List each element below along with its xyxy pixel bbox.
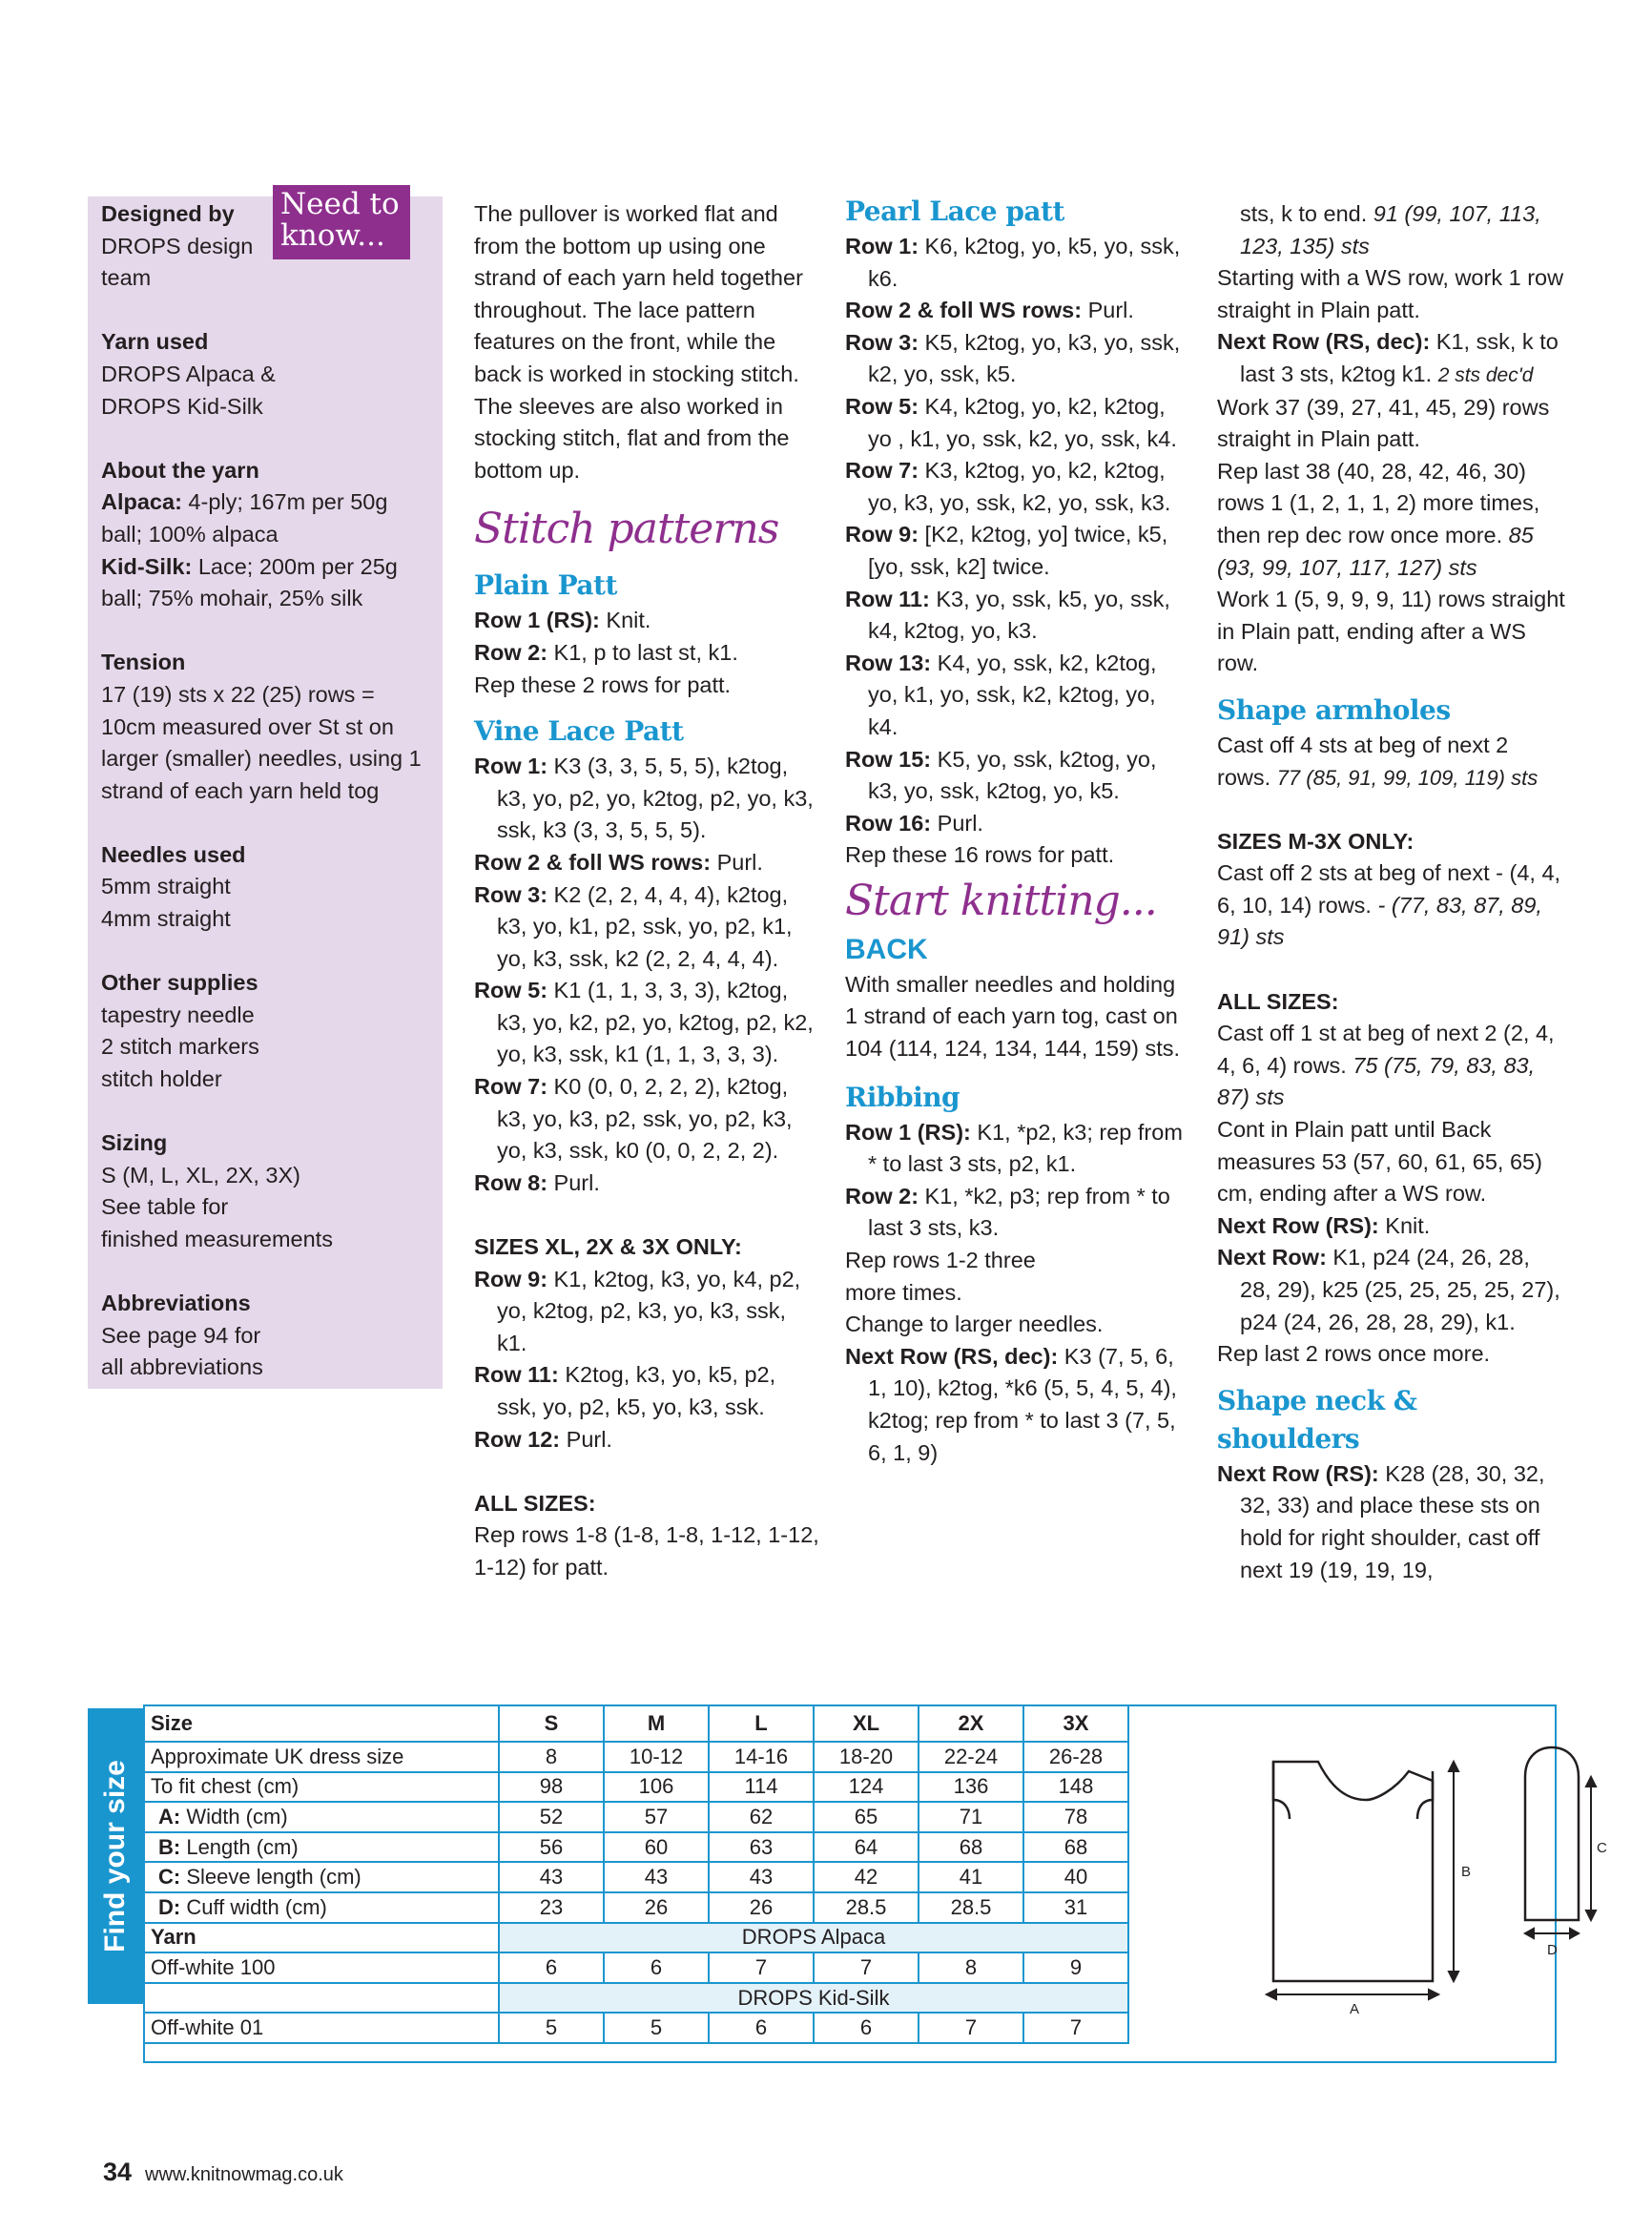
table-cell: 18-20	[814, 1742, 919, 1772]
column-4	[1217, 198, 1566, 1586]
table-cell: Approximate UK dress size	[144, 1742, 499, 1772]
table-header-row	[144, 1705, 1128, 1742]
table-cell: 10-12	[604, 1742, 709, 1772]
table-row	[144, 1923, 1128, 1953]
table-cell: 8	[919, 1952, 1023, 1983]
table-cell: 6	[499, 1952, 604, 1983]
table-cell: 136	[919, 1772, 1023, 1803]
table-cell: A: Width (cm)	[144, 1802, 499, 1832]
table-header-cell: 2X	[919, 1705, 1023, 1742]
all-sizes-text: Cast off 1 st at beg of next 2 (2, 4, 4, 6, 4) rows. 75 (75, 79, 83, 83, 87) sts	[1217, 1021, 1555, 1110]
abbreviations-line: all abbreviations	[101, 1354, 263, 1380]
rep-38-text: Rep last 38 (40, 28, 42, 46, 30) rows 1 (1, 2, 1, 1, 2) more times, then rep dec row once more. 85 (93, 99, 107, 117, 127) sts	[1217, 458, 1540, 580]
table-header-cell: L	[709, 1705, 814, 1742]
yarn-used-line: DROPS Alpaca &	[101, 361, 276, 386]
table-cell: B: Length (cm)	[144, 1832, 499, 1863]
table-cell: C: Sleeve length (cm)	[144, 1862, 499, 1892]
vine-row-1: Row 1: K3 (3, 3, 5, 5, 5), k2tog, k3, yo, p2, yo, k2tog, p2, yo, k3, ssk, k3 (3, 3, 5, 5, 5).	[474, 754, 814, 843]
plain-row-2: Row 2: K1, p to last st, k1.	[474, 639, 738, 665]
yarn-used-label: Yarn used	[101, 329, 209, 355]
table-cell: 26	[604, 1892, 709, 1923]
table-cell: 68	[1023, 1832, 1128, 1863]
sizing-line: See table for	[101, 1194, 229, 1220]
vine-row-8: Row 8: Purl.	[474, 1169, 600, 1195]
sizing-label: Sizing	[101, 1130, 168, 1156]
table-row	[144, 1952, 1128, 1983]
table-cell: Off-white 01	[144, 2013, 499, 2043]
table-cell: 71	[919, 1802, 1023, 1832]
intro-text: The pullover is worked flat and from the bottom up using one strand of each yarn held together throughout. The lace pattern features on the front, while the back is worked in stocking stitch. The sleeves are also worked in stocking stitch, flat and from the bottom up.	[474, 201, 803, 483]
label-a: A	[1350, 2001, 1360, 2017]
table-cell: 7	[814, 1952, 919, 1983]
table-cell: 43	[604, 1862, 709, 1892]
table-cell: 7	[709, 1952, 814, 1983]
needles-line: 4mm straight	[101, 906, 231, 932]
page-number: 34	[103, 2158, 133, 2186]
table-cell: 31	[1023, 1892, 1128, 1923]
pearl-row-5: Row 5: K4, k2tog, yo, k2, k2tog, yo , k1, yo, ssk, k2, yo, ssk, k4.	[845, 393, 1177, 451]
table-cell: 5	[499, 2013, 604, 2043]
need-to-know-column	[101, 198, 437, 1384]
find-your-size-section	[88, 1704, 1607, 2063]
next-row-dec-2: Next Row (RS, dec): K1, ssk, k to last 3 sts, k2tog k1. 2 sts dec'd	[1217, 329, 1559, 386]
back-heading: BACK	[845, 933, 928, 965]
vine-row-7: Row 7: K0 (0, 0, 2, 2, 2), k2tog, k3, yo, k3, p2, ssk, yo, p2, k3, yo, k3, ssk, k0 (0, 0, 2, 2, 2).	[474, 1074, 793, 1164]
table-cell: 7	[1023, 2013, 1128, 2043]
table-cell: 43	[499, 1862, 604, 1892]
pearl-row-11: Row 11: K3, yo, ssk, k5, yo, ssk, k4, k2tog, yo, k3.	[845, 586, 1170, 644]
pearl-row-1: Row 1: K6, k2tog, yo, k5, yo, ssk, k6.	[845, 234, 1181, 291]
table-cell: 42	[814, 1862, 919, 1892]
vine-row-12: Row 12: Purl.	[474, 1426, 612, 1452]
table-cell: 64	[814, 1832, 919, 1863]
table-row	[144, 1892, 1128, 1923]
table-cell: 22-24	[919, 1742, 1023, 1772]
sizing-line: S (M, L, XL, 2X, 3X)	[101, 1162, 300, 1188]
all-sizes-heading: ALL SIZES:	[474, 1490, 596, 1516]
pearl-lace-heading: Pearl Lace patt	[845, 196, 1064, 227]
supplies-line: stitch holder	[101, 1066, 222, 1092]
sizes-xl-heading: SIZES XL, 2X & 3X ONLY:	[474, 1234, 742, 1260]
table-cell: 28.5	[814, 1892, 919, 1923]
kidsilk-info: Kid-Silk: Lace; 200m per 25g ball; 75% mohair, 25% silk	[101, 553, 398, 611]
rep-2-rows: Rep last 2 rows once more.	[1217, 1341, 1491, 1367]
yarn-brand-cell: DROPS Alpaca	[499, 1923, 1128, 1953]
table-cell: D: Cuff width (cm)	[144, 1892, 499, 1923]
column-3	[845, 193, 1188, 1469]
pearl-row-7: Row 7: K3, k2tog, yo, k2, k2tog, yo, k3, yo, ssk, k2, yo, ssk, k3.	[845, 458, 1171, 515]
table-header-cell: Size	[144, 1705, 499, 1742]
table-cell: 23	[499, 1892, 604, 1923]
table-row	[144, 1862, 1128, 1892]
pearl-row-15: Row 15: K5, yo, ssk, k2tog, yo, k3, yo, ssk, k2tog, yo, k5.	[845, 746, 1157, 804]
table-cell: 43	[709, 1862, 814, 1892]
ribbing-heading: Ribbing	[845, 1081, 960, 1113]
tension-text: 17 (19) sts x 22 (25) rows = 10cm measured over St st on larger (smaller) needles, using 1 strand of each yarn held tog	[101, 681, 422, 803]
pearl-row-16: Row 16: Purl.	[845, 810, 983, 836]
table-cell: 68	[919, 1832, 1023, 1863]
work-37-text: Work 37 (39, 27, 41, 45, 29) rows straight in Plain patt.	[1217, 394, 1550, 452]
table-row	[144, 1772, 1128, 1803]
sizing-line: finished measurements	[101, 1227, 333, 1251]
needles-label: Needles used	[101, 841, 246, 867]
table-cell: 78	[1023, 1802, 1128, 1832]
start-knitting-heading: Start knitting...	[845, 876, 1157, 925]
table-cell: 40	[1023, 1862, 1128, 1892]
table-cell: 5	[604, 2013, 709, 2043]
table-cell: 8	[499, 1742, 604, 1772]
table-cell: 148	[1023, 1772, 1128, 1803]
plain-repeat: Rep these 2 rows for patt.	[474, 671, 732, 697]
table-cell: 60	[604, 1832, 709, 1863]
alpaca-info: Alpaca: 4-ply; 167m per 50g ball; 100% alpaca	[101, 489, 388, 547]
table-cell: 6	[814, 2013, 919, 2043]
neck-next-row: Next Row (RS): K28 (28, 30, 32, 32, 33) and place these sts on hold for right shoulder, cast off next 19 (19, 19, 19,	[1217, 1460, 1545, 1582]
table-cell: 7	[919, 2013, 1023, 2043]
table-cell: Off-white 100	[144, 1952, 499, 1983]
table-header-cell: 3X	[1023, 1705, 1128, 1742]
armholes-text: Cast off 4 sts at beg of next 2 rows. 77 (85, 91, 99, 109, 119) sts	[1217, 732, 1538, 790]
vine-lace-heading: Vine Lace Patt	[474, 715, 684, 748]
table-cell: 63	[709, 1832, 814, 1863]
table-cell	[144, 1983, 499, 2014]
all-sizes-repeat: Rep rows 1-8 (1-8, 1-8, 1-12, 1-12, 1-12) for patt.	[474, 1522, 819, 1580]
page-footer	[103, 2158, 343, 2187]
next-row-ws: Next Row: K1, p24 (24, 26, 28, 28, 29), k25 (25, 25, 25, 25, 27), p24 (24, 26, 28, 28, 29), k1.	[1217, 1245, 1560, 1334]
table-cell: 57	[604, 1802, 709, 1832]
designed-by-value: DROPS design team	[101, 233, 254, 291]
sizes-m-heading: SIZES M-3X ONLY:	[1217, 828, 1415, 854]
abbreviations-line: See page 94 for	[101, 1322, 261, 1348]
vine-row-9: Row 9: K1, k2tog, k3, yo, k4, p2, yo, k2tog, p2, k3, yo, k3, ssk, k1.	[474, 1266, 801, 1355]
vine-row-3: Row 3: K2 (2, 2, 4, 4, 4), k2tog, k3, yo, k1, p2, ssk, yo, p2, k1, yo, k3, ssk, k2 (2, 2, 4, 4, 4).	[474, 881, 793, 971]
table-row	[144, 2013, 1128, 2043]
garment-schematic	[1232, 1704, 1652, 2063]
body-outline	[1273, 1762, 1433, 1981]
sleeve-outline	[1525, 1747, 1579, 1920]
table-cell: 14-16	[709, 1742, 814, 1772]
table-header-cell: XL	[814, 1705, 919, 1742]
ribbing-row-1: Row 1 (RS): K1, *p2, k3; rep from * to last 3 sts, p2, k1.	[845, 1119, 1183, 1177]
table-cell: 106	[604, 1772, 709, 1803]
supplies-label: Other supplies	[101, 970, 258, 996]
table-cell: 6	[604, 1952, 709, 1983]
vine-row-5: Row 5: K1 (1, 1, 3, 3, 3), k2tog, k3, yo, k2, p2, yo, k2tog, p2, k2, yo, k3, ssk, k1 (1, 1, 3, 3, 3).	[474, 978, 814, 1067]
shape-neck-heading: Shape neck & shoulders	[1217, 1384, 1417, 1455]
table-cell: 26-28	[1023, 1742, 1128, 1772]
table-header-cell: M	[604, 1705, 709, 1742]
next-row-dec: Next Row (RS, dec): K3 (7, 5, 6, 1, 10), k2tog, *k6 (5, 5, 4, 5, 4), k2tog; rep from * to last 3 (7, 5, 6, 1, 9)	[845, 1343, 1177, 1465]
designed-by-label: Designed by	[101, 201, 235, 226]
ws-row-text: Starting with a WS row, work 1 row straight in Plain patt.	[1217, 265, 1564, 322]
size-table	[143, 1704, 1129, 2044]
back-text: With smaller needles and holding 1 strand of each yarn tog, cast on 104 (114, 124, 134, 144, 159) sts.	[845, 971, 1181, 1062]
vine-row-11: Row 11: K2tog, k3, yo, k5, p2, ssk, yo, p2, k5, yo, k3, ssk.	[474, 1362, 776, 1419]
label-b: B	[1461, 1864, 1472, 1880]
yarn-label-cell: Yarn	[144, 1923, 499, 1953]
table-cell: 9	[1023, 1952, 1128, 1983]
table-cell: 65	[814, 1802, 919, 1832]
pearl-row-2: Row 2 & foll WS rows: Purl.	[845, 298, 1134, 323]
shape-armholes-heading: Shape armholes	[1217, 693, 1451, 726]
table-cell: 52	[499, 1802, 604, 1832]
cont-plain-text: Cont in Plain patt until Back measures 53 (57, 60, 61, 65, 65) cm, ending after a WS row.	[1217, 1117, 1542, 1207]
table-cell: 114	[709, 1772, 814, 1803]
work-1-text: Work 1 (5, 9, 9, 9, 11) rows straight in Plain patt, ending after a WS row.	[1217, 587, 1565, 676]
stitch-patterns-heading: Stitch patterns	[474, 505, 779, 554]
needles-line: 5mm straight	[101, 874, 231, 899]
plain-row-1: Row 1 (RS): Knit.	[474, 608, 651, 633]
next-row-rs: Next Row (RS): Knit.	[1217, 1212, 1431, 1238]
yarn-used-line: DROPS Kid-Silk	[101, 393, 263, 419]
table-cell: 98	[499, 1772, 604, 1803]
sizes-m-text: Cast off 2 sts at beg of next - (4, 4, 6, 10, 14) rows. - (77, 83, 87, 89, 91) sts	[1217, 860, 1561, 950]
vine-row-2: Row 2 & foll WS rows: Purl.	[474, 849, 763, 875]
need-to-know-tag: Need to know...	[273, 185, 410, 259]
find-your-size-tab: Find your size	[88, 1708, 143, 2004]
supplies-line: tapestry needle	[101, 1002, 255, 1027]
table-cell: 41	[919, 1862, 1023, 1892]
pearl-row-3: Row 3: K5, k2tog, yo, k3, yo, ssk, k2, yo, ssk, k5.	[845, 329, 1181, 387]
table-header-cell: S	[499, 1705, 604, 1742]
table-cell: 6	[709, 2013, 814, 2043]
column-2	[474, 198, 819, 1584]
footer-url: www.knitnowmag.co.uk	[145, 2164, 343, 2185]
table-cell: 26	[709, 1892, 814, 1923]
label-c: C	[1597, 1840, 1607, 1856]
label-d: D	[1547, 1942, 1558, 1958]
all-sizes-heading-2: ALL SIZES:	[1217, 988, 1339, 1014]
table-cell: 56	[499, 1832, 604, 1863]
table-row	[144, 1983, 1128, 2014]
supplies-line: 2 stitch markers	[101, 1034, 259, 1060]
abbreviations-label: Abbreviations	[101, 1291, 251, 1316]
ribbing-repeat: Rep rows 1-2 three more times.	[845, 1248, 1036, 1305]
pearl-repeat: Rep these 16 rows for patt.	[845, 842, 1115, 868]
tension-label: Tension	[101, 650, 186, 675]
yarn-brand-cell: DROPS Kid-Silk	[499, 1983, 1128, 2014]
pearl-row-9: Row 9: [K2, k2tog, yo] twice, k5, [yo, ssk, k2] twice.	[845, 522, 1168, 579]
table-row	[144, 1832, 1128, 1863]
table-cell: 62	[709, 1802, 814, 1832]
table-cell: To fit chest (cm)	[144, 1772, 499, 1803]
cont-sts: sts, k to end. 91 (99, 107, 113, 123, 135) sts	[1240, 201, 1541, 258]
ribbing-change: Change to larger needles.	[845, 1312, 1104, 1337]
plain-patt-heading: Plain Patt	[474, 569, 617, 602]
table-row	[144, 1802, 1128, 1832]
pearl-row-13: Row 13: K4, yo, ssk, k2, k2tog, yo, k1, yo, ssk, k2, k2tog, yo, k4.	[845, 650, 1157, 739]
ribbing-row-2: Row 2: K1, *k2, p3; rep from * to last 3 sts, k3.	[845, 1183, 1170, 1241]
table-row	[144, 1742, 1128, 1772]
about-yarn-label: About the yarn	[101, 457, 259, 483]
table-cell: 124	[814, 1772, 919, 1803]
table-cell: 28.5	[919, 1892, 1023, 1923]
